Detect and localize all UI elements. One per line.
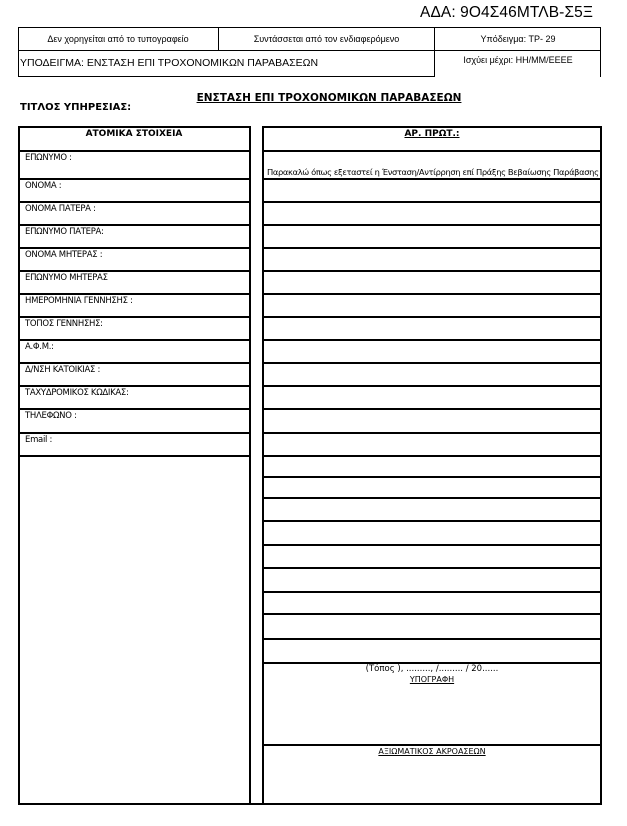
row-divider	[262, 744, 602, 746]
table-border	[18, 76, 434, 77]
personal-field-row[interactable]	[20, 318, 248, 339]
not-supplied-note: Δεν χορηγείται από το τυπογραφείο	[47, 34, 189, 44]
request-text-line[interactable]	[264, 569, 599, 591]
personal-field-row[interactable]	[20, 272, 248, 293]
field-label: Α.Φ.Μ.:	[25, 342, 54, 352]
personal-field-row[interactable]	[20, 249, 248, 270]
request-text-line[interactable]	[264, 640, 599, 662]
table-border	[18, 50, 601, 51]
request-text-line[interactable]	[264, 364, 599, 385]
compiled-by-note: Συντάσσεται από τον ενδιαφερόμενο	[253, 34, 400, 44]
request-text: Παρακαλώ όπως εξεταστεί η Ένσταση/Αντίρρηση επί Πράξης Βεβαίωσης Παράβασης	[267, 167, 599, 177]
field-label: ΤΟΠΟΣ ΓΕΝΝΗΣΗΣ:	[25, 319, 103, 329]
template-code: Υπόδειγμα: ΤΡ- 29	[480, 34, 556, 44]
frame-border-top	[18, 126, 251, 128]
field-label: Email :	[25, 435, 53, 445]
document-title: ΕΝΣΤΑΣΗ ΕΠΙ ΤΡΟΧΟΝΟΜΙΚΩΝ ΠΑΡΑΒΑΣΕΩΝ	[196, 92, 462, 104]
request-text-line[interactable]	[264, 499, 599, 520]
request-text-line[interactable]	[264, 457, 599, 476]
request-text-line[interactable]	[264, 410, 599, 432]
field-label: ΟΝΟΜΑ ΠΑΤΕΡΑ :	[25, 204, 96, 214]
request-text-line[interactable]	[264, 387, 599, 408]
request-text-line[interactable]	[264, 546, 599, 567]
table-border	[18, 27, 601, 28]
personal-field-row[interactable]	[20, 180, 248, 201]
request-text-line[interactable]	[264, 295, 599, 316]
field-label: Δ/ΝΣΗ ΚΑΤΟΙΚΙΑΣ :	[25, 365, 101, 375]
place-date-line[interactable]: (Τόπος ), ........., /......... / 20......	[365, 664, 499, 674]
field-label: ΗΜΕΡΟΜΗΝΙΑ ΓΕΝΝΗΣΗΣ :	[25, 296, 133, 306]
personal-field-row[interactable]	[20, 203, 248, 224]
personal-field-row[interactable]	[20, 341, 248, 362]
row-divider	[262, 150, 602, 152]
signature-label: ΥΠΟΓΡΑΦΗ	[409, 675, 455, 684]
personal-field-row[interactable]	[20, 295, 248, 316]
frame-border	[249, 126, 251, 805]
hearing-officer-label: ΑΞΙΩΜΑΤΙΚΟΣ ΑΚΡΟΑΣΕΩΝ	[378, 747, 486, 756]
field-label: ΟΝΟΜΑ :	[25, 181, 62, 191]
request-text-line[interactable]	[264, 341, 599, 362]
personal-details-heading: ΑΤΟΜΙΚΑ ΣΤΟΙΧΕΙΑ	[85, 129, 183, 139]
valid-until: Ισχύει μέχρι: ΗΗ/ΜΜ/ΕΕΕΕ	[463, 55, 573, 65]
request-text-line[interactable]	[264, 522, 599, 544]
request-text-line[interactable]	[264, 593, 599, 613]
frame-border-top	[262, 126, 602, 128]
template-title: ΥΠΟΔΕΙΓΜΑ: ΕΝΣΤΑΣΗ ΕΠΙ ΤΡΟΧΟΝΟΜΙΚΩΝ ΠΑΡΑΒΑΣΕΩΝ	[20, 57, 319, 69]
request-text-line[interactable]	[264, 180, 599, 201]
field-label: ΤΑΧΥΔΡΟΜΙΚΟΣ ΚΩΔΙΚΑΣ:	[25, 388, 129, 398]
personal-field-row[interactable]	[20, 152, 248, 178]
field-label: ΕΠΩΝΥΜΟ ΠΑΤΕΡΑ:	[25, 227, 104, 237]
personal-field-row[interactable]	[20, 410, 248, 432]
personal-field-row[interactable]	[20, 364, 248, 385]
frame-border-bottom	[18, 803, 602, 805]
request-text-line[interactable]	[264, 226, 599, 247]
request-text-line[interactable]	[264, 615, 599, 638]
personal-field-row[interactable]	[20, 387, 248, 408]
request-text-line[interactable]	[264, 318, 599, 339]
request-text-line[interactable]	[264, 249, 599, 270]
template-info-table	[18, 27, 601, 77]
request-text-line[interactable]	[264, 434, 599, 455]
field-label: ΕΠΩΝΥΜΟ :	[25, 153, 72, 163]
field-label: ΤΗΛΕΦΩΝΟ :	[25, 411, 77, 421]
field-label: ΟΝΟΜΑ ΜΗΤΕΡΑΣ :	[25, 250, 103, 260]
protocol-number-heading: ΑΡ. ΠΡΩΤ.:	[404, 129, 460, 139]
personal-field-row[interactable]	[20, 226, 248, 247]
ada-code: ΑΔΑ: 9Ο4Σ46ΜΤΛΒ-Σ5Ξ	[420, 4, 594, 21]
frame-border-right	[600, 126, 602, 805]
row-divider	[18, 455, 251, 457]
request-text-line[interactable]	[264, 203, 599, 224]
request-text-line[interactable]	[264, 272, 599, 293]
service-title-label: ΤΙΤΛΟΣ ΥΠΗΡΕΣΙΑΣ:	[20, 102, 132, 113]
personal-field-row[interactable]	[20, 434, 248, 455]
request-text-line[interactable]	[264, 478, 599, 497]
field-label: ΕΠΩΝΥΜΟ ΜΗΤΕΡΑΣ	[25, 273, 108, 283]
